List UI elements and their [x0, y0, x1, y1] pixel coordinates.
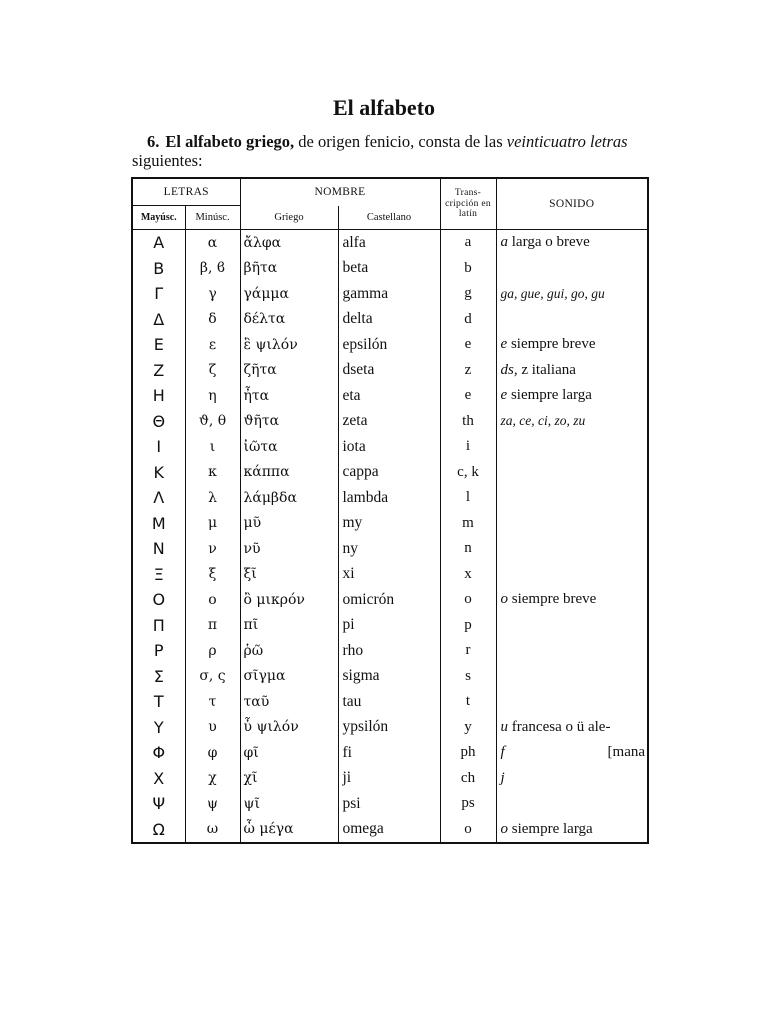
latin-transcription: e [440, 383, 496, 409]
spanish-name: omega [338, 817, 440, 844]
greek-name: ἄλφα [240, 230, 338, 256]
greek-name: ζῆτα [240, 358, 338, 384]
table-row [132, 689, 648, 715]
lowercase-letter: τ [185, 689, 240, 715]
sound-italic: o [500, 591, 509, 608]
greek-name: ψῖ [240, 791, 338, 817]
intro-text: de origen fenicio, consta de las [294, 132, 507, 151]
header-mayusc: Mayúsc. [132, 206, 185, 230]
sound-continuation: [mana [607, 744, 646, 761]
uppercase-letter: Ω [132, 817, 185, 844]
table-row [132, 332, 648, 358]
lowercase-letter: π [185, 613, 240, 639]
lowercase-letter: ο [185, 587, 240, 613]
lowercase-letter: ζ [185, 358, 240, 384]
latin-transcription: ps [440, 791, 496, 817]
sound-description [496, 460, 648, 486]
latin-transcription: ch [440, 766, 496, 792]
sound-description [496, 256, 648, 282]
latin-transcription: o [440, 817, 496, 844]
uppercase-letter: Μ [132, 511, 185, 537]
latin-transcription: ph [440, 740, 496, 766]
sound-text: siempre breve [507, 336, 596, 353]
intro-bold-phrase: El alfabeto griego, [165, 132, 295, 151]
sound-description [496, 307, 648, 333]
table-row [132, 766, 648, 792]
greek-name: ὖ ψιλόν [240, 715, 338, 741]
uppercase-letter: Ι [132, 434, 185, 460]
greek-name: σῖγμα [240, 664, 338, 690]
intro-paragraph [132, 132, 652, 170]
sound-description [496, 740, 648, 766]
spanish-name: rho [338, 638, 440, 664]
sound-italic: u [500, 718, 509, 735]
sound-description [496, 766, 648, 792]
greek-name: λάμβδα [240, 485, 338, 511]
latin-transcription: c, k [440, 460, 496, 486]
greek-name: ῥῶ [240, 638, 338, 664]
lowercase-letter: α [185, 230, 240, 256]
table-row [132, 715, 648, 741]
latin-transcription: r [440, 638, 496, 664]
header-sonido: SONIDO [496, 178, 648, 230]
page-title: El alfabeto [332, 95, 436, 120]
sound-italic: za, ce, ci, zo, zu [500, 413, 586, 429]
sound-italic: ds, [500, 361, 518, 378]
uppercase-letter: Ε [132, 332, 185, 358]
lowercase-letter: γ [185, 281, 240, 307]
greek-name: νῦ [240, 536, 338, 562]
greek-name: βῆτα [240, 256, 338, 282]
spanish-name: iota [338, 434, 440, 460]
sound-italic: ga, gue, gui, go, gu [500, 285, 605, 301]
header-minusc: Minúsc. [185, 206, 240, 230]
lowercase-letter: μ [185, 511, 240, 537]
table-row [132, 536, 648, 562]
spanish-name: psi [338, 791, 440, 817]
header-castellano: Castellano [338, 206, 440, 230]
spanish-name: lambda [338, 485, 440, 511]
spanish-name: my [338, 511, 440, 537]
latin-transcription: a [440, 230, 496, 256]
sound-italic: o [500, 820, 509, 837]
uppercase-letter: Κ [132, 460, 185, 486]
uppercase-letter: Π [132, 613, 185, 639]
latin-transcription: s [440, 664, 496, 690]
sound-description [496, 281, 648, 307]
uppercase-letter: Θ [132, 409, 185, 435]
uppercase-letter: Χ [132, 766, 185, 792]
sound-description [496, 587, 648, 613]
lowercase-letter: ν [185, 536, 240, 562]
sound-italic: a [500, 234, 509, 251]
header-nombre: NOMBRE [240, 178, 440, 206]
sound-description [496, 485, 648, 511]
lowercase-letter: ι [185, 434, 240, 460]
alphabet-table [131, 177, 649, 844]
latin-transcription: p [440, 613, 496, 639]
table-row [132, 791, 648, 817]
uppercase-letter: Α [132, 230, 185, 256]
lowercase-letter: λ [185, 485, 240, 511]
lowercase-letter: ξ [185, 562, 240, 588]
spanish-name: pi [338, 613, 440, 639]
lowercase-letter: κ [185, 460, 240, 486]
spanish-name: fi [338, 740, 440, 766]
spanish-name: xi [338, 562, 440, 588]
latin-transcription: t [440, 689, 496, 715]
greek-name: ἦτα [240, 383, 338, 409]
lowercase-letter: ρ [185, 638, 240, 664]
sound-description [496, 562, 648, 588]
uppercase-letter: Υ [132, 715, 185, 741]
sound-italic: e [500, 387, 508, 404]
sound-description [496, 358, 648, 384]
lowercase-letter: υ [185, 715, 240, 741]
uppercase-letter: Τ [132, 689, 185, 715]
greek-name: ϑῆτα [240, 409, 338, 435]
spanish-name: delta [338, 307, 440, 333]
greek-name: πῖ [240, 613, 338, 639]
intro-text-end: siguientes: [132, 151, 203, 170]
lowercase-letter: σ, ς [185, 664, 240, 690]
table-row [132, 817, 648, 844]
spanish-name: tau [338, 689, 440, 715]
greek-name: ἒ ψιλόν [240, 332, 338, 358]
table-row [132, 511, 648, 537]
spanish-name: ypsilón [338, 715, 440, 741]
sound-text: francesa o ü ale- [508, 718, 611, 735]
sound-italic: e [500, 336, 508, 353]
sound-text: siempre larga [508, 820, 593, 837]
spanish-name: dseta [338, 358, 440, 384]
header-letras: LETRAS [132, 178, 240, 206]
uppercase-letter: Ψ [132, 791, 185, 817]
uppercase-letter: Γ [132, 281, 185, 307]
table-row [132, 664, 648, 690]
lowercase-letter: δ [185, 307, 240, 333]
lowercase-letter: ω [185, 817, 240, 844]
greek-name: ταῦ [240, 689, 338, 715]
uppercase-letter: Ο [132, 587, 185, 613]
uppercase-letter: Ξ [132, 562, 185, 588]
latin-transcription: th [440, 409, 496, 435]
sound-italic: f [500, 744, 505, 761]
lowercase-letter: ϑ, θ [185, 409, 240, 435]
sound-text: siempre breve [508, 591, 597, 608]
sound-description [496, 434, 648, 460]
sound-description [496, 511, 648, 537]
table-row [132, 460, 648, 486]
sound-description [496, 409, 648, 435]
greek-name: ξῖ [240, 562, 338, 588]
lowercase-letter: φ [185, 740, 240, 766]
sound-description [496, 664, 648, 690]
spanish-name: zeta [338, 409, 440, 435]
spanish-name: epsilón [338, 332, 440, 358]
table-row [132, 256, 648, 282]
sound-text: siempre larga [507, 387, 592, 404]
lowercase-letter: ε [185, 332, 240, 358]
latin-transcription: i [440, 434, 496, 460]
table-row [132, 485, 648, 511]
greek-name: μῦ [240, 511, 338, 537]
table-row [132, 740, 648, 766]
uppercase-letter: Σ [132, 664, 185, 690]
latin-transcription: x [440, 562, 496, 588]
table-row [132, 587, 648, 613]
table-row [132, 638, 648, 664]
greek-name: χῖ [240, 766, 338, 792]
lowercase-letter: β, ϐ [185, 256, 240, 282]
greek-name: ἰῶτα [240, 434, 338, 460]
latin-transcription: g [440, 281, 496, 307]
sound-description [496, 332, 648, 358]
greek-name: ὦ μέγα [240, 817, 338, 844]
uppercase-letter: Ζ [132, 358, 185, 384]
table-row [132, 562, 648, 588]
latin-transcription: m [440, 511, 496, 537]
table-row [132, 358, 648, 384]
uppercase-letter: Φ [132, 740, 185, 766]
spanish-name: ny [338, 536, 440, 562]
header-griego: Griego [240, 206, 338, 230]
sound-text: z italiana [517, 361, 576, 378]
sound-description [496, 638, 648, 664]
spanish-name: sigma [338, 664, 440, 690]
greek-name: δέλτα [240, 307, 338, 333]
intro-italic-phrase: veinticuatro letras [506, 132, 628, 151]
latin-transcription: b [440, 256, 496, 282]
lowercase-letter: ψ [185, 791, 240, 817]
table-row [132, 613, 648, 639]
sound-description [496, 230, 648, 256]
latin-transcription: y [440, 715, 496, 741]
uppercase-letter: Η [132, 383, 185, 409]
spanish-name: cappa [338, 460, 440, 486]
table-row [132, 409, 648, 435]
uppercase-letter: Ρ [132, 638, 185, 664]
uppercase-letter: Λ [132, 485, 185, 511]
spanish-name: gamma [338, 281, 440, 307]
sound-description [496, 689, 648, 715]
uppercase-letter: Ν [132, 536, 185, 562]
uppercase-letter: Β [132, 256, 185, 282]
sound-italic: j [500, 769, 505, 786]
greek-name: κάππα [240, 460, 338, 486]
header-transcripcion: Trans- cripción en latín [440, 178, 496, 230]
table-row [132, 383, 648, 409]
greek-name: ὂ μικρόν [240, 587, 338, 613]
spanish-name: ji [338, 766, 440, 792]
table-row [132, 230, 648, 256]
sound-description [496, 383, 648, 409]
spanish-name: omicrón [338, 587, 440, 613]
sound-description [496, 715, 648, 741]
table-row [132, 281, 648, 307]
sound-description [496, 613, 648, 639]
latin-transcription: n [440, 536, 496, 562]
lowercase-letter: χ [185, 766, 240, 792]
latin-transcription: d [440, 307, 496, 333]
spanish-name: eta [338, 383, 440, 409]
greek-name: φῖ [240, 740, 338, 766]
section-number: 6. [147, 132, 160, 151]
spanish-name: alfa [338, 230, 440, 256]
sound-description [496, 791, 648, 817]
latin-transcription: o [440, 587, 496, 613]
spanish-name: beta [338, 256, 440, 282]
sound-text: larga o breve [508, 234, 590, 251]
latin-transcription: z [440, 358, 496, 384]
lowercase-letter: η [185, 383, 240, 409]
sound-description [496, 817, 648, 844]
latin-transcription: l [440, 485, 496, 511]
latin-transcription: e [440, 332, 496, 358]
sound-description [496, 536, 648, 562]
uppercase-letter: Δ [132, 307, 185, 333]
table-row [132, 434, 648, 460]
greek-name: γάμμα [240, 281, 338, 307]
table-row [132, 307, 648, 333]
